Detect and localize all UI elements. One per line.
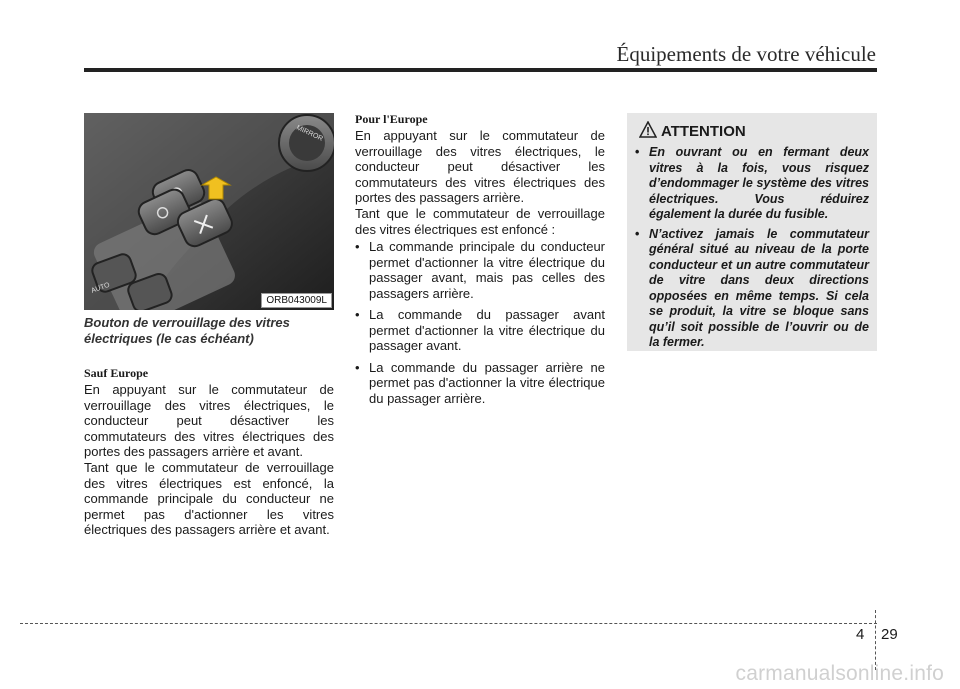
figure-caption: Bouton de verrouillage des vitres électriques (le cas échéant) bbox=[84, 315, 290, 346]
watermark: carmanualsonline.info bbox=[735, 662, 944, 685]
footer-divider bbox=[875, 610, 876, 670]
list-item: • La commande du passager arrière ne permet pas d'actionner la vitre électrique du passager arrière. bbox=[355, 360, 605, 407]
list-item: • N’activez jamais le commutateur général situé au niveau de la porte conducteur et un autre commutateur de vitre dans deux directions opposées en même temps. Si cela se produit, la vitre se bloque sans qu’il soit possible de l’ouvrir ou de la fermer. bbox=[635, 227, 869, 351]
door-switch-panel-illustration bbox=[84, 113, 334, 310]
chapter-number: 4 bbox=[856, 626, 865, 643]
section-heading-sauf-europe: Sauf Europe bbox=[84, 366, 149, 380]
attention-list bbox=[635, 145, 869, 355]
europe-bullet-list bbox=[355, 239, 605, 412]
page-number: 29 bbox=[881, 626, 898, 643]
attention-box bbox=[627, 113, 877, 351]
section-heading-europe: Pour l'Europe bbox=[355, 112, 428, 126]
list-item: • La commande du passager avant permet d'actionner la vitre électrique du passager avant. bbox=[355, 307, 605, 354]
list-item: • La commande principale du conducteur permet d'actionner la vitre électrique du passager avant, mais pas celles des passagers arrière. bbox=[355, 239, 605, 301]
paragraph-europe-1: En appuyant sur le commutateur de verrouillage des vitres électriques, le conducteur peut désactiver les commutateurs des vitres électriques des portes des passagers arrière. bbox=[355, 128, 605, 205]
warning-triangle-icon bbox=[639, 121, 657, 138]
header-rule bbox=[84, 68, 877, 72]
auto-label: AUTO bbox=[90, 281, 111, 295]
figure-code: ORB043009L bbox=[261, 293, 332, 308]
window-lock-figure bbox=[84, 113, 334, 310]
page-header-title: Équipements de votre véhicule bbox=[616, 42, 876, 66]
mirror-label: MIRROR bbox=[295, 124, 324, 143]
list-item: • En ouvrant ou en fermant deux vitres à la fois, vous risquez d’endommager le système des vitres électriques. Vous réduirez également la durée du fusible. bbox=[635, 145, 869, 223]
paragraph-sauf-europe-2: Tant que le commutateur de verrouillage des vitres électriques est enfoncé, la commande principale du conducteur ne permet pas d'actionner les vitres électriques des passagers arrière et avant. bbox=[84, 460, 334, 537]
paragraph-europe-2: Tant que le commutateur de verrouillage des vitres électriques est enfoncé : bbox=[355, 206, 605, 237]
footer-rule bbox=[20, 623, 877, 624]
paragraph-sauf-europe-1: En appuyant sur le commutateur de verrouillage des vitres électriques, le conducteur peut désactiver les commutateurs des vitres électriques des portes des passagers arrière et avant. bbox=[84, 382, 334, 459]
attention-title: ATTENTION bbox=[661, 123, 746, 140]
